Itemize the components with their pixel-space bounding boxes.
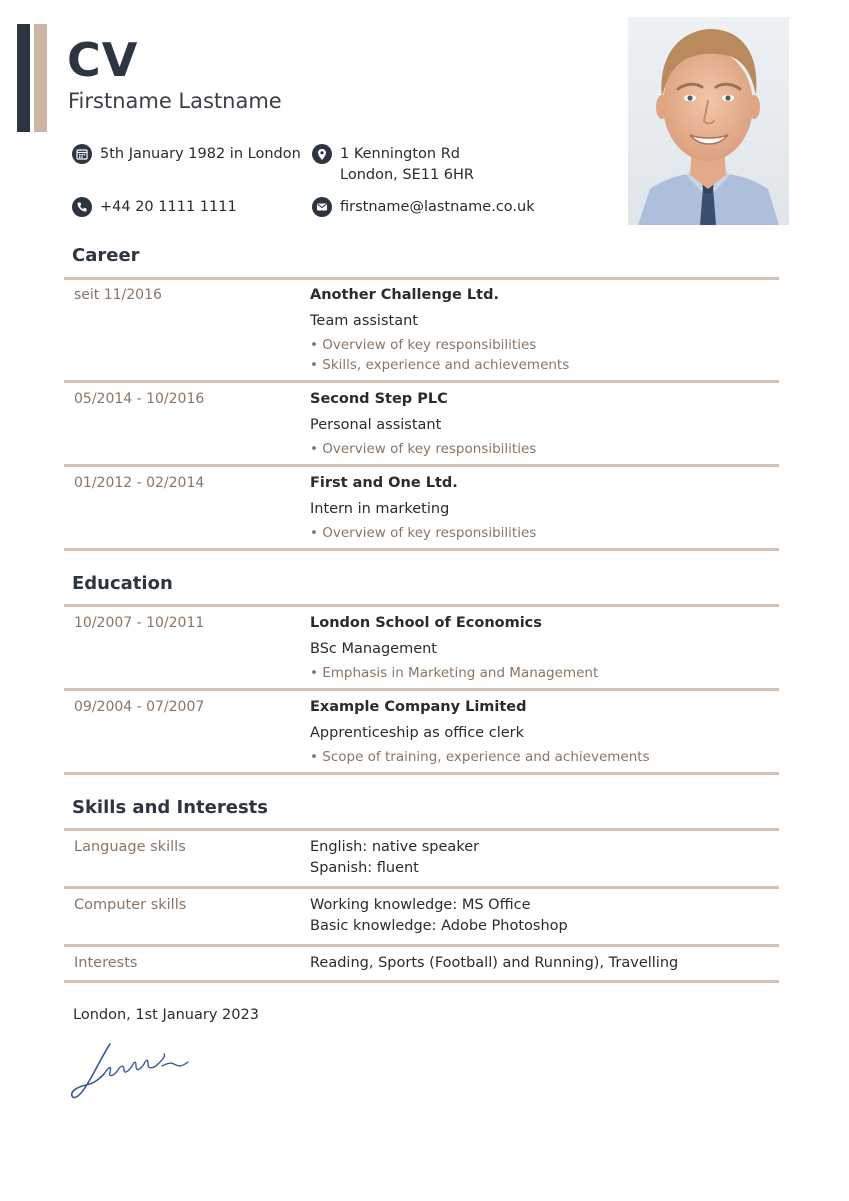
calendar-icon	[72, 144, 92, 164]
phone-icon	[72, 197, 92, 217]
entry-bullet: • Emphasis in Marketing and Management	[310, 665, 599, 681]
section-title-career: Career	[72, 245, 140, 266]
skill-line: Reading, Sports (Football) and Running), Travelling	[310, 955, 679, 971]
address-block	[340, 144, 474, 186]
entry-organization: Second Step PLC	[310, 391, 448, 407]
section-rule	[64, 828, 779, 831]
row-divider	[64, 944, 779, 947]
applicant-name: Firstname Lastname	[68, 89, 282, 113]
email-text: firstname@lastname.co.uk	[340, 199, 535, 215]
row-divider	[64, 688, 779, 691]
row-divider	[64, 464, 779, 467]
place-and-date: London, 1st January 2023	[73, 1007, 259, 1023]
address-line-2: London, SE11 6HR	[340, 167, 474, 183]
section-rule	[64, 277, 779, 280]
entry-date: 05/2014 - 10/2016	[74, 391, 205, 407]
entry-role: Personal assistant	[310, 417, 442, 433]
entry-date: seit 11/2016	[74, 287, 162, 303]
entry-bullet: • Scope of training, experience and achievements	[310, 749, 650, 765]
cv-title: CV	[67, 33, 139, 87]
location-pin-icon	[312, 144, 332, 164]
entry-bullet: • Overview of key responsibilities	[310, 337, 537, 353]
applicant-photo	[628, 17, 789, 225]
entry-organization: Another Challenge Ltd.	[310, 287, 499, 303]
section-end-rule	[64, 980, 779, 983]
skill-label: Language skills	[74, 839, 186, 855]
contact-phone	[72, 197, 237, 218]
phone-text: +44 20 1111 1111	[100, 199, 237, 215]
entry-bullet: • Skills, experience and achievements	[310, 357, 570, 373]
contact-birth	[72, 144, 301, 165]
section-end-rule	[64, 772, 779, 775]
signature	[66, 1034, 201, 1109]
skill-line: English: native speaker	[310, 839, 480, 855]
section-title-skills: Skills and Interests	[72, 797, 268, 818]
accent-bar-light	[34, 24, 47, 132]
entry-organization: First and One Ltd.	[310, 475, 458, 491]
entry-role: Team assistant	[310, 313, 418, 329]
skill-line: Spanish: fluent	[310, 860, 419, 876]
mail-icon	[312, 197, 332, 217]
skill-label: Computer skills	[74, 897, 187, 913]
entry-date: 09/2004 - 07/2007	[74, 699, 205, 715]
entry-role: BSc Management	[310, 641, 437, 657]
contact-address	[312, 144, 474, 186]
entry-organization: London School of Economics	[310, 615, 542, 631]
birth-text: 5th January 1982 in London	[100, 146, 301, 162]
entry-bullet: • Overview of key responsibilities	[310, 525, 537, 541]
contact-email	[312, 197, 535, 218]
skill-label: Interests	[74, 955, 138, 971]
skill-line: Basic knowledge: Adobe Photoshop	[310, 918, 568, 934]
accent-bar-dark	[17, 24, 30, 132]
entry-date: 10/2007 - 10/2011	[74, 615, 205, 631]
row-divider	[64, 886, 779, 889]
entry-role: Intern in marketing	[310, 501, 450, 517]
address-line-1: 1 Kennington Rd	[340, 146, 460, 162]
skill-line: Working knowledge: MS Office	[310, 897, 531, 913]
section-title-education: Education	[72, 573, 173, 594]
entry-role: Apprenticeship as office clerk	[310, 725, 524, 741]
section-end-rule	[64, 548, 779, 551]
entry-bullet: • Overview of key responsibilities	[310, 441, 537, 457]
entry-organization: Example Company Limited	[310, 699, 527, 715]
entry-date: 01/2012 - 02/2014	[74, 475, 205, 491]
row-divider	[64, 380, 779, 383]
section-rule	[64, 604, 779, 607]
